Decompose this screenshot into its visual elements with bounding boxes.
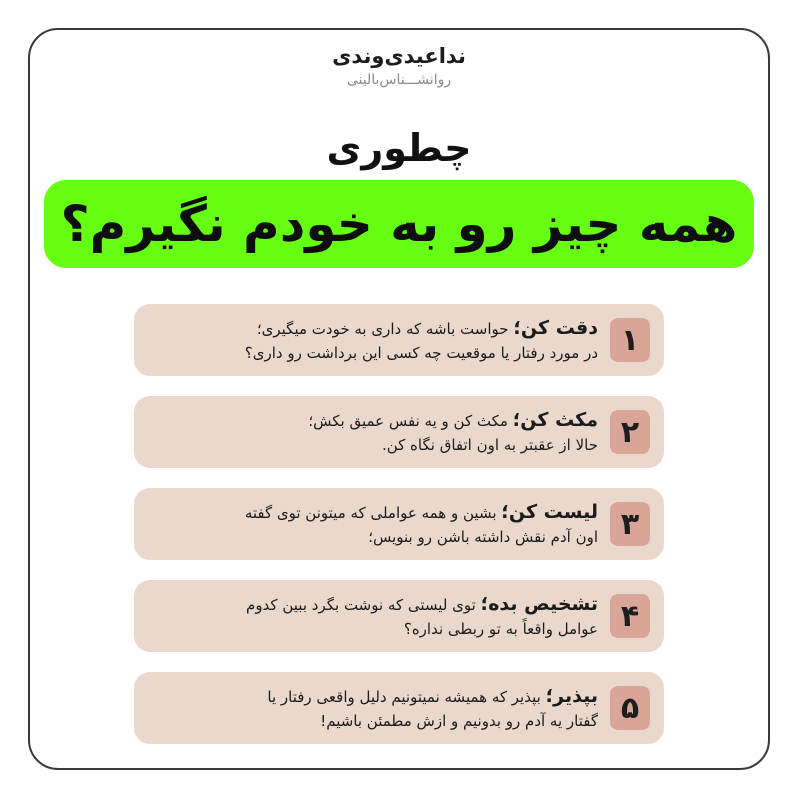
list-item: [134, 672, 664, 744]
item-line: حالا از عقبتر به اون اتفاق نگاه کن.: [381, 435, 598, 454]
brand-header: [30, 44, 768, 88]
item-line: حواست باشه که داری به خودت میگیری؛: [256, 319, 509, 338]
item-text: [146, 684, 598, 733]
item-line: در مورد رفتار یا موقعیت چه کسی این برداشت رو داری؟: [244, 343, 598, 362]
item-line: مکث کن و یه نفس عمیق بکش؛: [308, 411, 508, 430]
title-top: چطوری: [326, 126, 472, 170]
item-line: عوامل واقعاً به تو ربطی نداره؟: [403, 619, 598, 638]
item-heading: بپذیر؛: [545, 684, 598, 707]
item-heading: دقت کن؛: [513, 316, 598, 339]
item-line: اون آدم نقش داشته باشن رو بنویس؛: [368, 527, 598, 546]
item-number: ۳: [610, 502, 650, 546]
item-line: توی لیستی که نوشت بگرد ببین کدوم: [246, 595, 476, 614]
list-item: [134, 580, 664, 652]
item-number: ۱: [610, 318, 650, 362]
item-number: ۵: [610, 686, 650, 730]
item-heading: تشخیص بده؛: [480, 592, 598, 615]
item-line: گفتار یه آدم رو بدونیم و ازش مطمئن باشیم!: [320, 711, 598, 730]
item-heading: لیست کن؛: [501, 500, 598, 523]
item-heading: مکث کن؛: [512, 408, 598, 431]
list-item: [134, 488, 664, 560]
brand-name: نداعیدی‌وندی: [332, 44, 466, 68]
item-text: [146, 316, 598, 365]
item-line: بشین و همه عواملی که میتونن توی گفته: [244, 503, 497, 522]
item-text: [146, 592, 598, 641]
title-banner: [44, 180, 754, 268]
item-text: [146, 408, 598, 457]
list-item: [134, 396, 664, 468]
list-item: [134, 304, 664, 376]
item-number: ۲: [610, 410, 650, 454]
brand-subtitle: روانشـــناس‌بالینی: [346, 72, 452, 88]
title-main: همه چیز رو به خودم نگیرم؟: [60, 195, 738, 253]
item-number: ۴: [610, 594, 650, 638]
item-text: [146, 500, 598, 549]
post-card: [28, 28, 770, 770]
item-line: بپذیر که همیشه نمیتونیم دلیل واقعی رفتار یا: [267, 687, 541, 706]
